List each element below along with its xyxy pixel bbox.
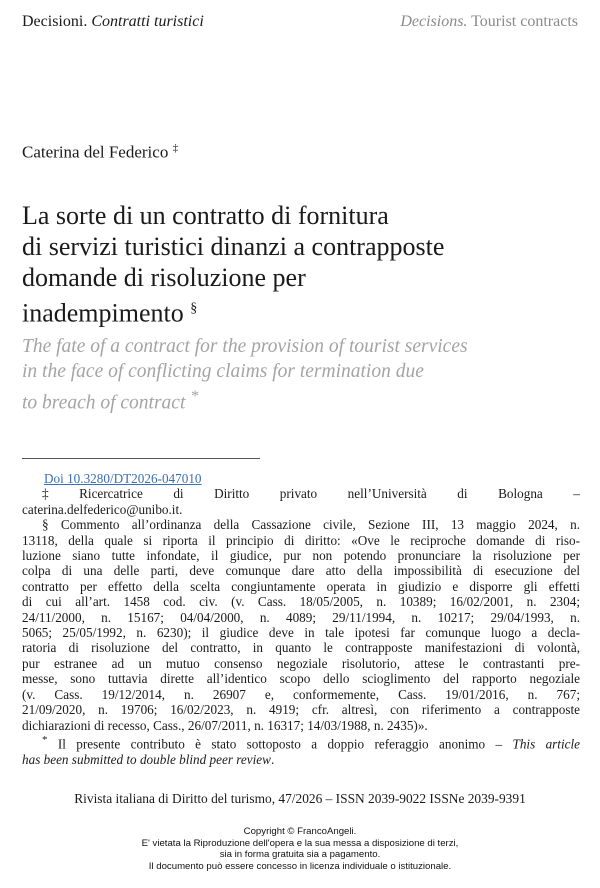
footnote-line: colpa di una delle parti, deve comunque dare atto della impossibilità di esecuzione del [22,563,580,579]
peer-review-mark: * [42,733,48,746]
footnote-line: 5065; 25/05/1992, n. 6230); il giudice deve in tale ipotesi far comunque luogo a decla- [22,625,580,641]
subtitle-line [22,384,562,416]
affiliation-word: ‡ [42,486,49,502]
footnote-line: 24/11/2000, n. 15167; 04/04/2000, n. 4089; 29/11/1994, n. 10217; 29/04/1993, n. [22,609,580,625]
affiliation-line [22,486,580,501]
title-line: di servizi turistici dinanzi a contrapposte [22,232,445,261]
peer-review-text-en: has been submitted to double blind peer review [22,751,271,767]
footnote-line: 13118, della quale si riporta il principio di diritto: «Ove le reciproche domande di riso- [22,532,580,548]
subtitle-footnote-mark[interactable]: * [190,387,199,405]
footnote-commentary [22,517,580,733]
footnote-line: dichiarazioni di recesso, Cass., 26/07/2011, n. 16317; 14/03/1988, n. 2435)». [22,717,428,733]
title-line: domande di risoluzione per [22,263,306,292]
header-subsection-en: Tourist contracts [467,13,578,30]
footnote-line: luzione siano tutte infondate, il giudice, pur non potendo pronunciare la risoluzione per [22,548,580,564]
author-name: Caterina del Federico [22,142,173,162]
footnotes [22,471,580,767]
footnote-line: (v. Cass. 19/12/2014, n. 26907 e, conformemente, Cass. 19/01/2016, n. 767; [22,686,580,702]
footnote-separator [22,458,260,459]
article-title [22,200,562,329]
footnote-line: § Commento all’ordinanza della Cassazione civile, Sezione III, 13 maggio 2024, n. [42,517,580,533]
footnote-line: messe, sono tuttavia dirette all’identico scopo dello scioglimento del rapporto negoziale [22,671,580,687]
header-section-en: Decisions. [400,13,468,30]
peer-review-line [22,752,580,767]
affiliation-word: privato [279,486,318,502]
subtitle-line: The fate of a contract for the provision of tourist services [22,336,468,357]
running-header-left [22,13,204,31]
subtitle-line: in the face of conflicting claims for termination due [22,361,424,382]
header-subsection: Contratti turistici [91,13,204,30]
footnote-line: pur estranee ad un mutuo consenso negoziale risolutorio, attese le contrastanti pre- [22,655,580,671]
affiliation-word: di [457,486,468,502]
author-email[interactable]: caterina.delfederico@unibo.it. [22,501,183,517]
affiliation-word: Bologna [498,486,543,502]
title-line [22,293,562,329]
footnote-line: di cui all’art. 1458 cod. civ. (v. Cass. 18/05/2005, n. 10389; 16/02/2001, n. 2304; [22,594,580,610]
affiliation-word: Ricercatrice [79,486,143,502]
peer-review-line [22,733,580,752]
affiliation-word: – [573,486,580,502]
journal-citation: Rivista italiana di Diritto del turismo, 47/2026 – ISSN 2039-9022 ISSNe 2039-9391 [74,791,526,806]
peer-review-text: Il presente contributo è stato sottoposto a doppio referaggio anonimo – [47,736,513,752]
footnote-peer-review [22,733,580,767]
author-footnote-mark[interactable]: ‡ [172,142,179,154]
article-subtitle-en [22,334,562,416]
footnote-line: ratoria di risoluzione del contratto, in quanto le contrapposte manifestazioni di volontà, [22,640,580,656]
affiliation-word: nell’Università [347,486,427,502]
footnote-line: contratto per effetto della scelta congiuntamente operata in giudizio e disporre gli effetti [22,578,580,594]
copyright-notice [0,826,600,872]
subtitle-line-text: to breach of contract [22,392,191,414]
copyright-line: Il documento può essere concesso in licenza individuale o istituzionale. [148,860,452,872]
header-section: Decisioni. [22,13,92,30]
copyright-line: Copyright © FrancoAngeli. [243,826,357,837]
title-footnote-mark[interactable]: § [190,301,198,316]
running-header-right [400,13,578,31]
footnote-line: 21/09/2020, n. 19706; 16/02/2023, n. 4919; cfr. altresì, con riferimento a contrapposte [22,702,580,718]
peer-review-text-en: This article [512,736,580,752]
peer-review-end: . [270,751,275,767]
title-line-text: inadempimento [22,298,191,328]
copyright-line: E' vietata la Riproduzione dell'opera e la sua messa a disposizione di terzi, [141,837,459,849]
affiliation-word: di [173,486,184,502]
footnote-affiliation [22,486,580,517]
title-line: La sorte di un contratto di fornitura [22,201,389,230]
affiliation-word: Diritto [214,486,250,502]
author-line [22,142,178,163]
doi-link[interactable]: Doi 10.3280/DT2026-047010 [44,471,202,486]
copyright-line: sia in forma gratuita sia a pagamento. [219,849,381,861]
